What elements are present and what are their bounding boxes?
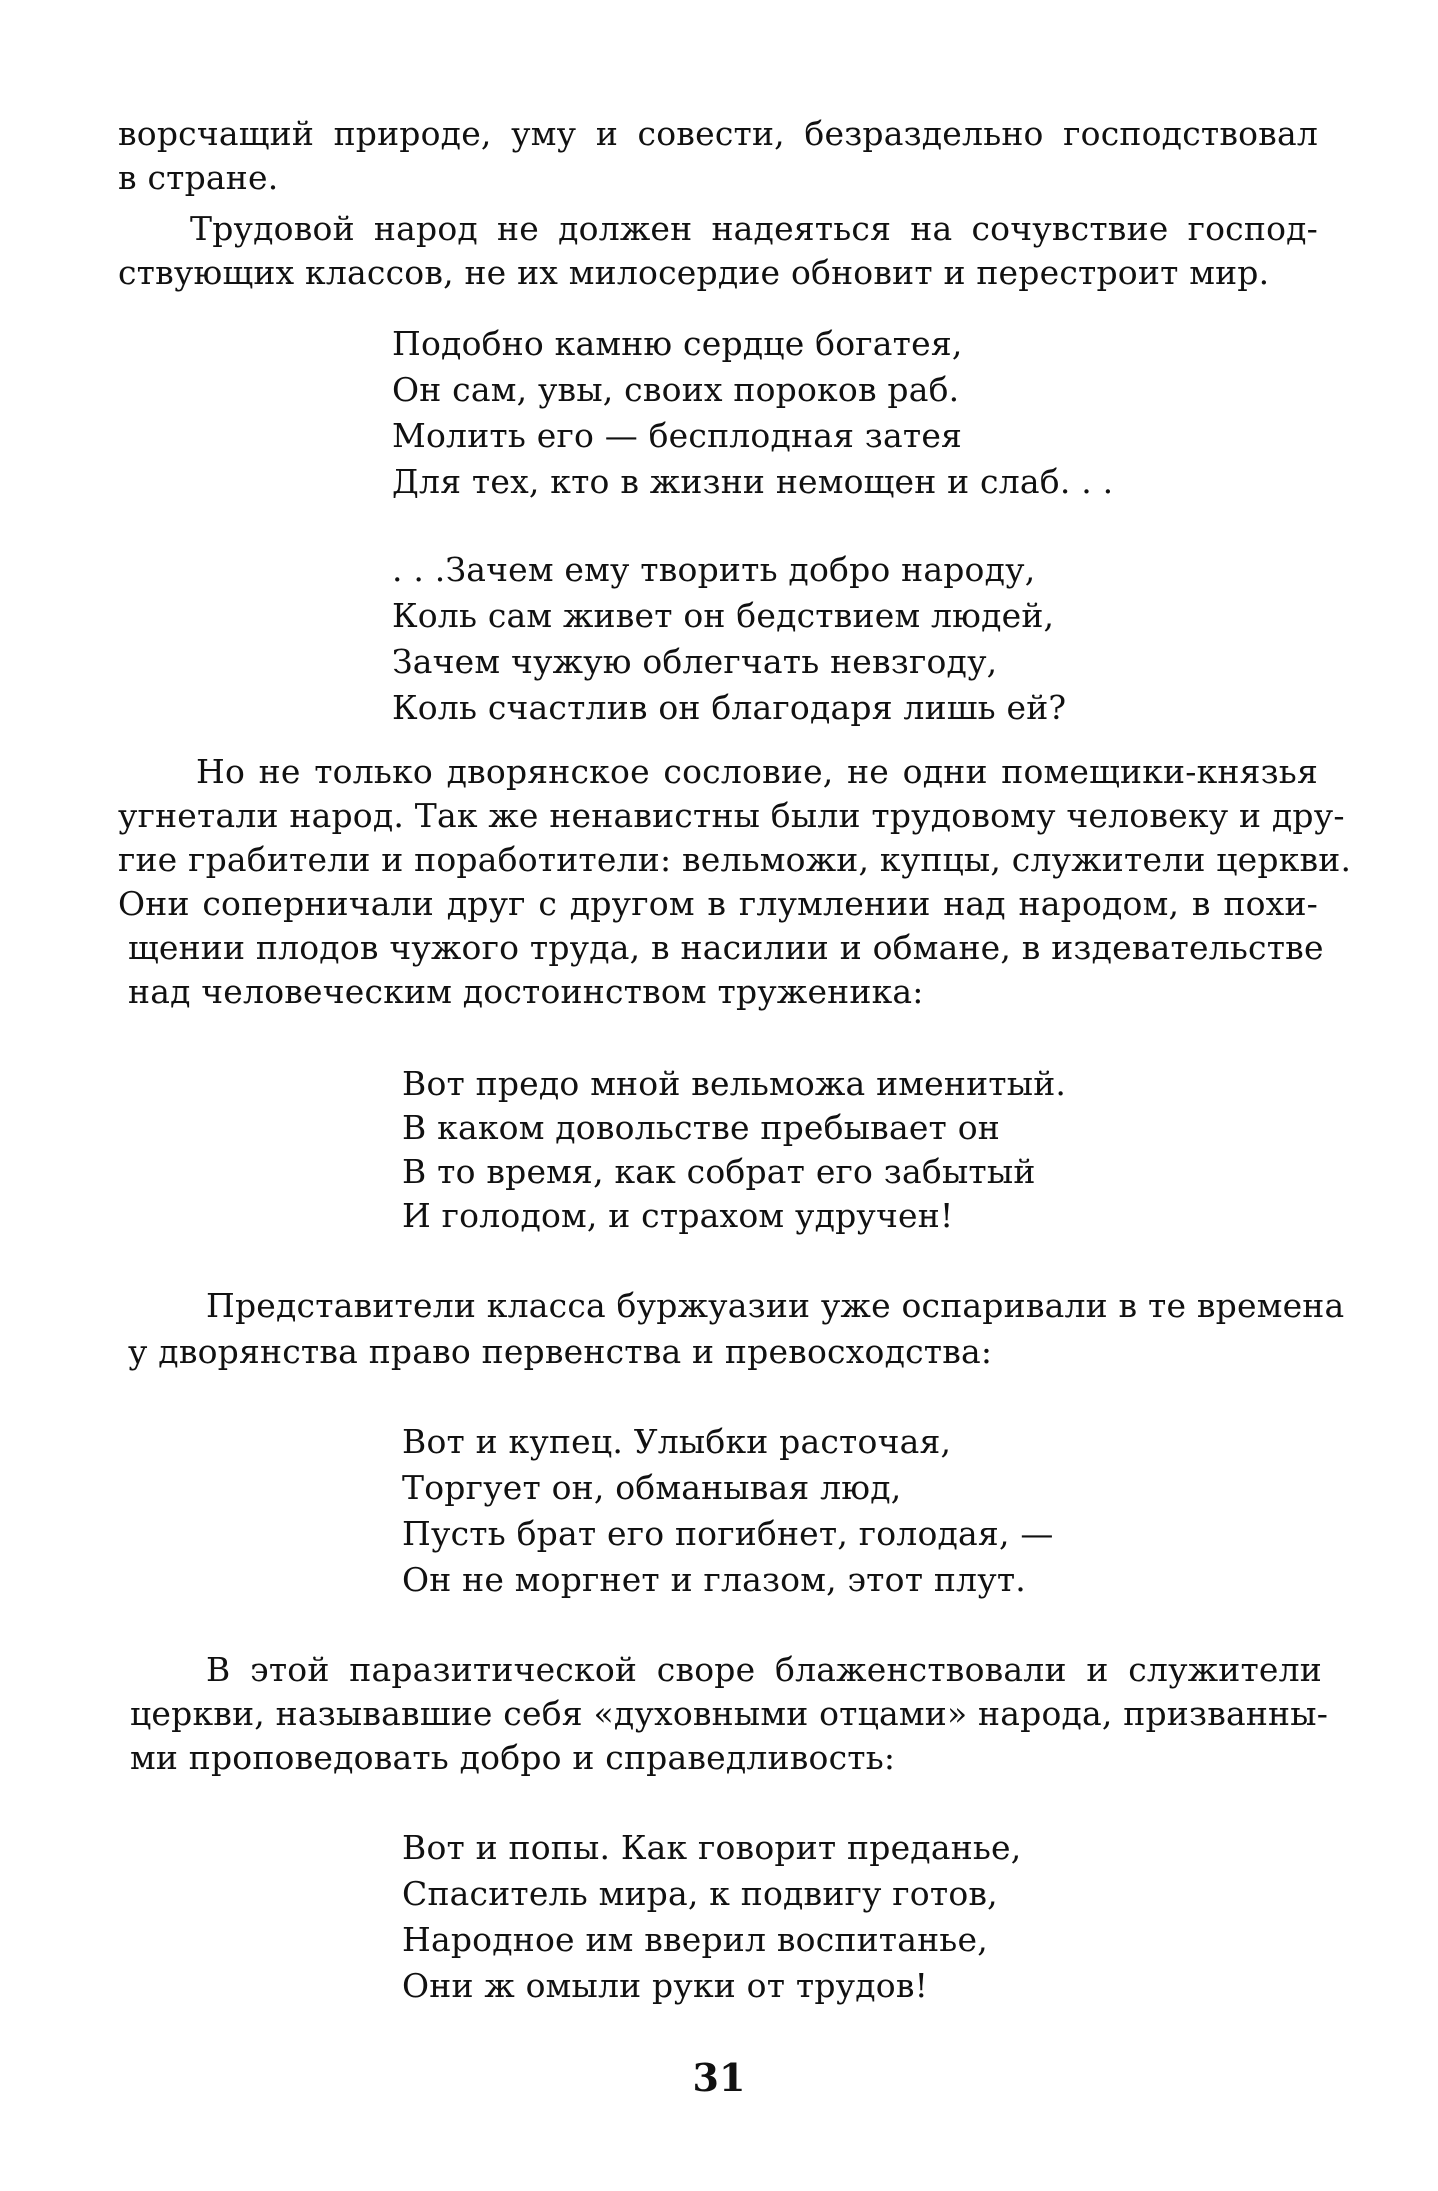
verse-line: Вот и попы. Как говорит преданье,: [402, 1828, 1022, 1867]
verse-line: И голодом, и страхом удручен!: [402, 1196, 954, 1235]
verse-line: Пусть брат его погибнет, голодая, —: [402, 1514, 1054, 1553]
verse-line: Торгует он, обманывая люд,: [402, 1468, 902, 1507]
verse-line: Коль сам живет он бедствием людей,: [392, 596, 1055, 635]
page-number: 31: [692, 2055, 746, 2100]
verse-line: Зачем чужую облегчать невзгоду,: [392, 642, 998, 681]
verse-line: Подобно камню сердце богатея,: [392, 324, 963, 363]
verse-line: Вот предо мной вельможа именитый.: [402, 1064, 1067, 1103]
verse-line: Вот и купец. Улыбки расточая,: [402, 1422, 952, 1461]
text-line: ствующих классов, не их милосердие обновит и перестроит мир.: [118, 253, 1270, 292]
text-line: Они соперничали друг с другом в глумлении над народом, в похи-: [118, 884, 1318, 923]
text-line: ми проповедовать добро и справедливость:: [130, 1738, 896, 1777]
text-line: ворсчащий природе, уму и совести, безраздельно господствовал: [118, 114, 1318, 153]
text-line: в стране.: [118, 158, 279, 197]
text-line: угнетали народ. Так же ненавистны были трудовому человеку и дру-: [118, 796, 1345, 835]
text-line: гие грабители и поработители: вельможи, купцы, служители церкви.: [118, 840, 1352, 879]
verse-line: Они ж омыли руки от трудов!: [402, 1966, 929, 2005]
text-line: над человеческим достоинством труженика:: [128, 972, 924, 1011]
verse-line: В то время, как собрат его забытый: [402, 1152, 1036, 1191]
text-line: В этой паразитической своре блаженствовали и служители: [206, 1650, 1322, 1689]
verse-line: Молить его — бесплодная затея: [392, 416, 963, 455]
verse-line: Коль счастлив он благодаря лишь ей?: [392, 688, 1067, 727]
text-line: церкви, называвшие себя «духовными отцами» народа, призванны-: [130, 1694, 1329, 1733]
verse-line: Народное им вверил воспитанье,: [402, 1920, 988, 1959]
text-line: Представители класса буржуазии уже оспаривали в те времена: [206, 1286, 1345, 1325]
verse-line: Для тех, кто в жизни немощен и слаб. . .: [392, 462, 1114, 501]
verse-line: Он не моргнет и глазом, этот плут.: [402, 1560, 1026, 1599]
verse-line: В каком довольстве пребывает он: [402, 1108, 1000, 1147]
verse-line: . . .Зачем ему творить добро народу,: [392, 550, 1036, 589]
text-line: Трудовой народ не должен надеяться на сочувствие господ-: [190, 209, 1318, 248]
verse-line: Спаситель мира, к подвигу готов,: [402, 1874, 998, 1913]
text-line: щении плодов чужого труда, в насилии и обмане, в издевательстве: [128, 928, 1324, 967]
verse-line: Он сам, увы, своих пороков раб.: [392, 370, 960, 409]
text-line: у дворянства право первенства и превосходства:: [128, 1332, 993, 1371]
text-line: Но не только дворянское сословие, не одни помещики-князья: [196, 752, 1318, 791]
